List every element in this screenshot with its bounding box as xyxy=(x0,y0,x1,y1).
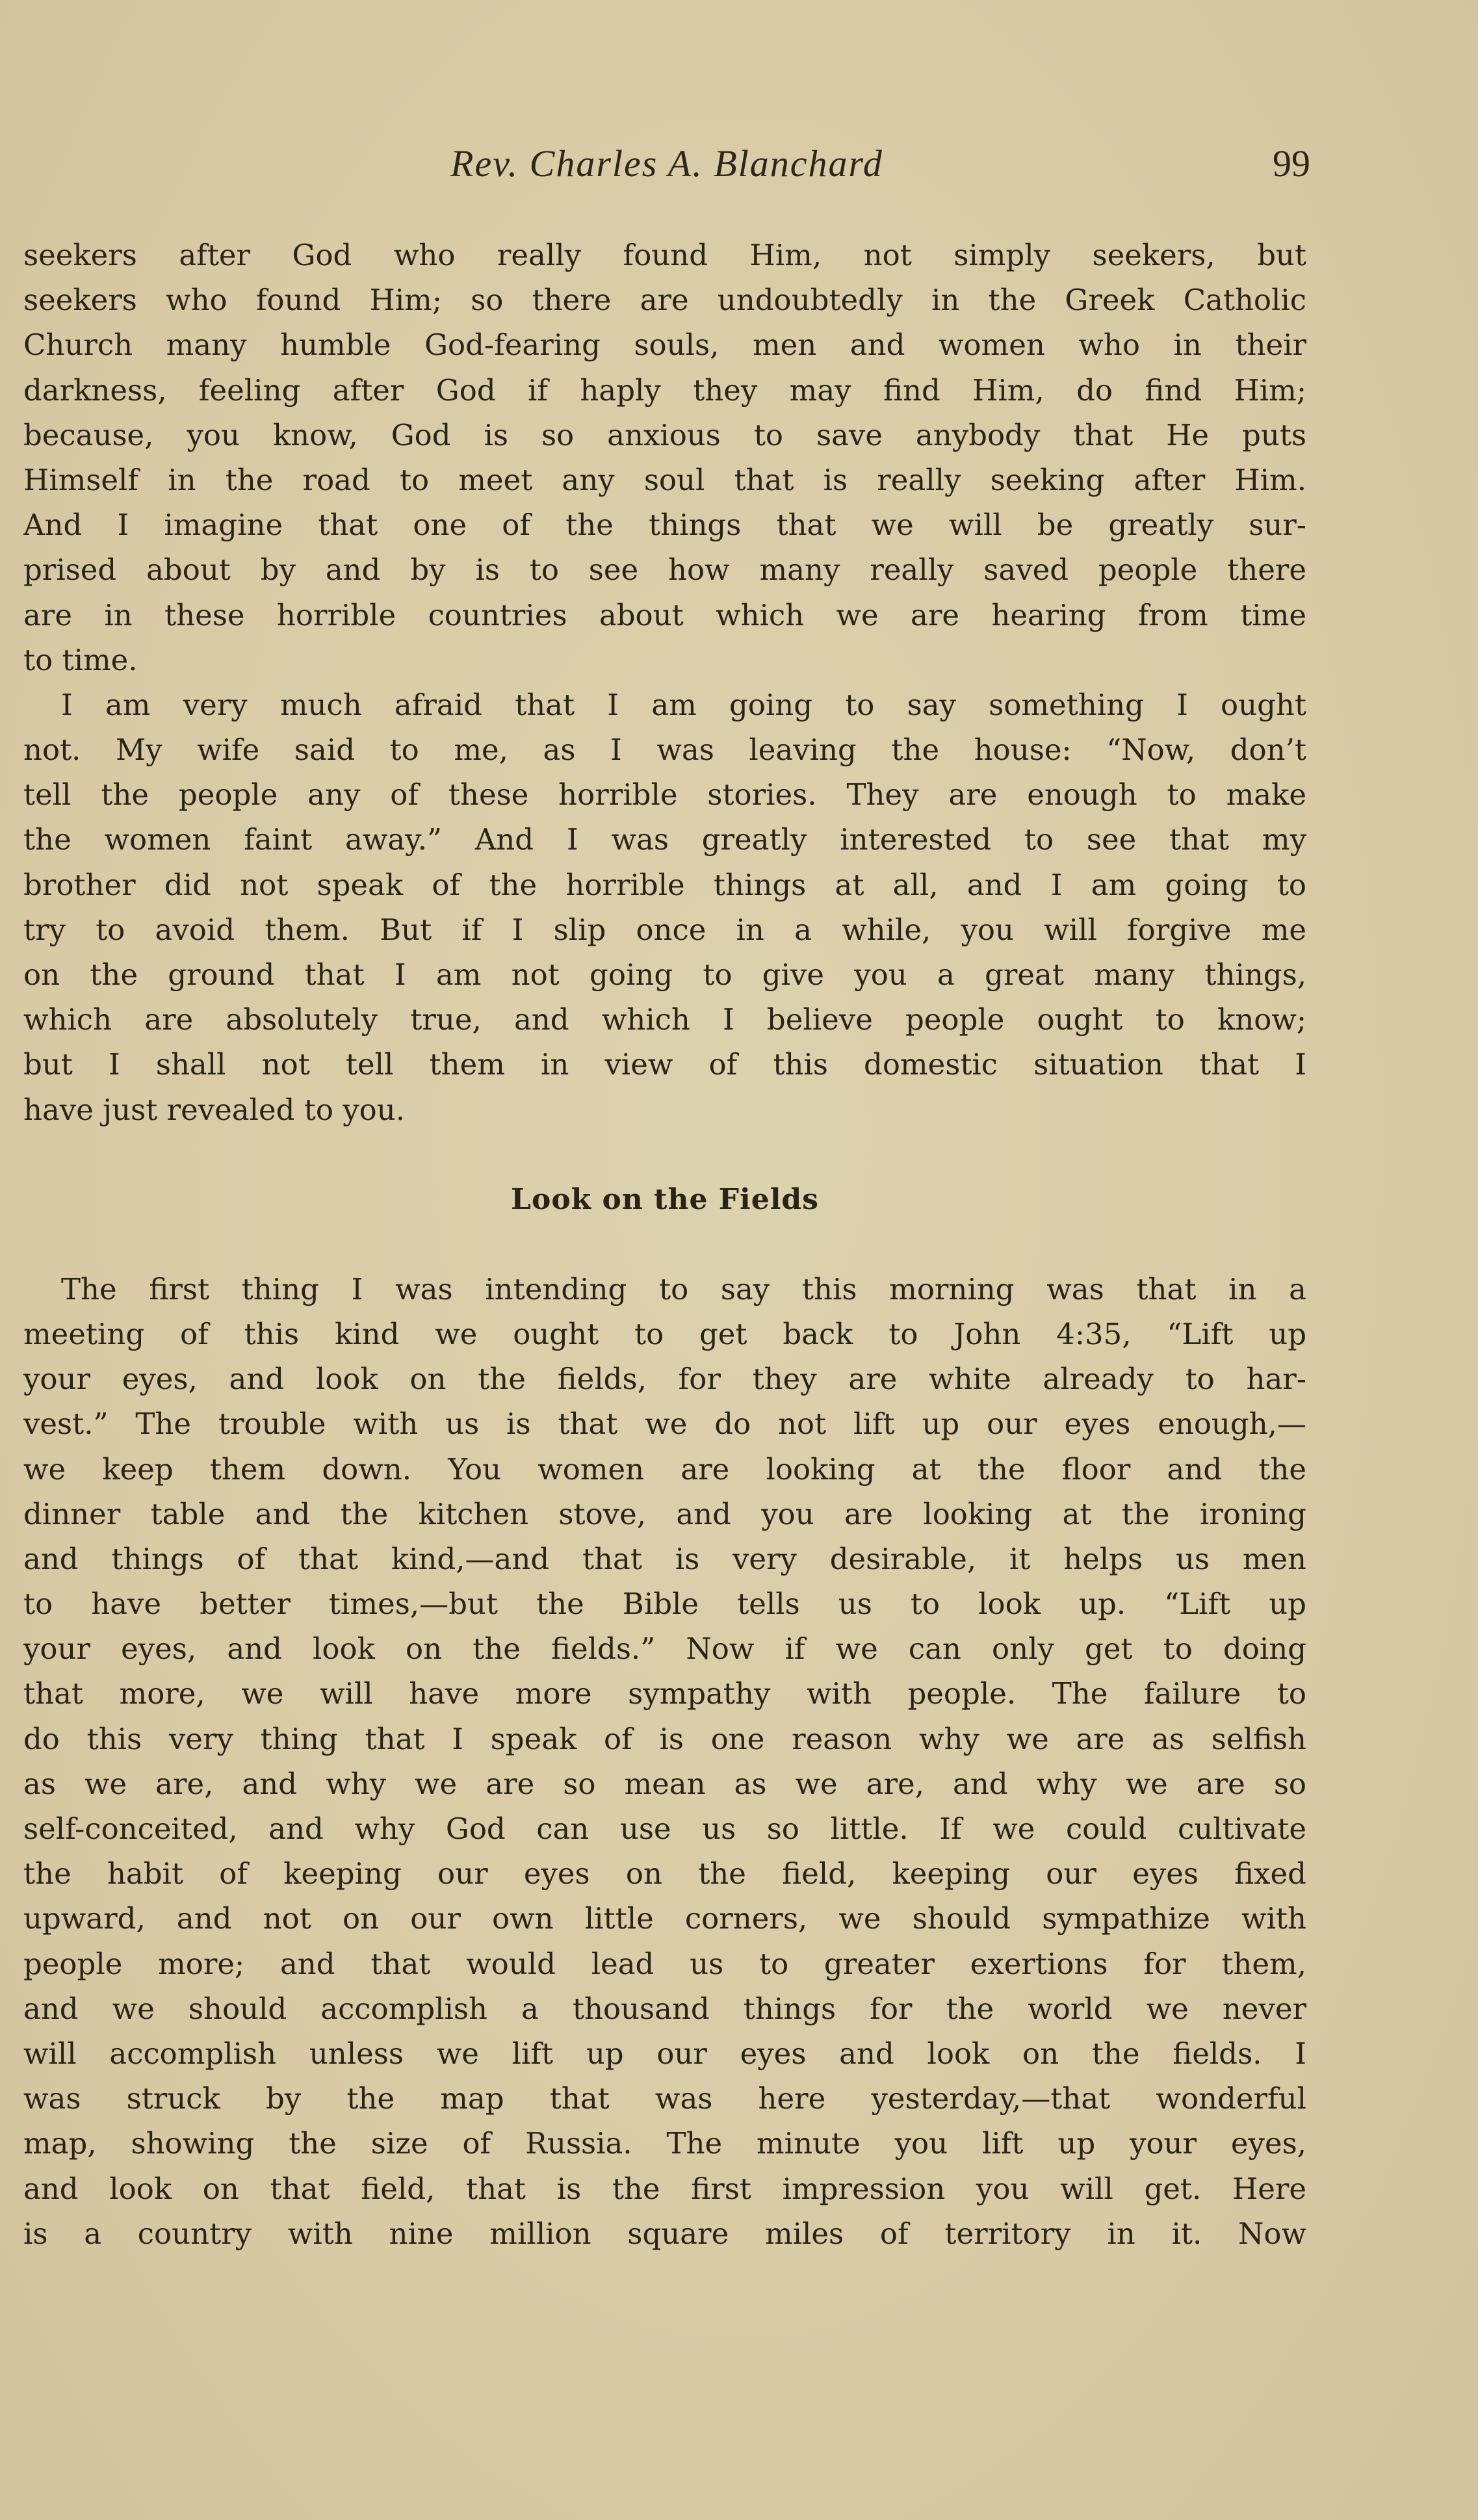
text-line: seekers after God who really found Him, not simply seekers, but xyxy=(23,238,1306,272)
text-line: but I shall not tell them in view of this domestic situation that I xyxy=(23,1047,1306,1082)
text-line: Himself in the road to meet any soul that is really seeking after Him. xyxy=(23,462,1306,497)
text-line: is a country with nine million square miles of territory in it. Now xyxy=(23,2216,1306,2251)
text-line: vest.” The trouble with us is that we do not lift up our eyes enough,— xyxy=(23,1407,1306,1442)
text-line: and things of that kind,—and that is very desirable, it helps us men xyxy=(23,1541,1306,1576)
body-text xyxy=(23,233,1306,2256)
text-line: dinner table and the kitchen stove, and you are looking at the ironing xyxy=(23,1496,1306,1531)
section-heading: Look on the Fields xyxy=(511,1182,819,1216)
running-title: Rev. Charles A. Blanchard xyxy=(450,142,883,185)
text-line: try to avoid them. But if I slip once in a while, you will forgive me xyxy=(23,912,1306,947)
text-line: which are absolutely true, and which I believe people ought to know; xyxy=(23,1002,1306,1037)
text-line: your eyes, and look on the fields.” Now if we can only get to doing xyxy=(23,1631,1306,1667)
text-line: prised about by and by is to see how many really saved people there xyxy=(23,552,1306,588)
paragraph xyxy=(23,682,1306,1132)
text-line: have just revealed to you. xyxy=(23,1092,406,1127)
text-line: we keep them down. You women are looking at the floor and the xyxy=(23,1451,1306,1487)
text-line: people more; and that would lead us to greater exertions for them, xyxy=(23,1946,1306,1981)
text-line: are in these horrible countries about which we are hearing from time xyxy=(23,597,1306,632)
text-line: self-conceited, and why God can use us so little. If we could cultivate xyxy=(23,1812,1306,1846)
paragraph xyxy=(23,233,1306,682)
text-line: to time. xyxy=(23,642,138,677)
text-line: map, showing the size of Russia. The minute you lift up your eyes, xyxy=(23,2126,1306,2161)
text-line: seekers who found Him; so there are undoubtedly in the Greek Catholic xyxy=(23,283,1306,318)
text-line: your eyes, and look on the fields, for they are white already to har- xyxy=(23,1362,1306,1397)
text-line: tell the people any of these horrible stories. They are enough to make xyxy=(23,777,1306,812)
text-line: will accomplish unless we lift up our eyes and look on the fields. I xyxy=(23,2036,1306,2071)
page-number: 99 xyxy=(1273,142,1310,185)
text-line: The first thing I was intending to say this morning was that in a xyxy=(61,1271,1306,1306)
text-line: and we should accomplish a thousand things for the world we never xyxy=(23,1991,1306,2026)
text-line: as we are, and why we are so mean as we are, and why we are so xyxy=(23,1766,1306,1801)
running-head xyxy=(23,138,1310,190)
text-line: the habit of keeping our eyes on the field, keeping our eyes fixed xyxy=(23,1856,1306,1891)
text-line: and look on that field, that is the first impression you will get. Here xyxy=(23,2171,1306,2206)
paragraph xyxy=(23,1267,1306,2256)
text-line: I am very much afraid that I am going to say something I ought xyxy=(61,687,1306,722)
text-line: to have better times,—but the Bible tells us to look up. “Lift up xyxy=(23,1587,1306,1622)
text-line: not. My wife said to me, as I was leaving the house: “Now, don’t xyxy=(23,733,1306,768)
text-line: meeting of this kind we ought to get back to John 4:35, “Lift up xyxy=(23,1316,1306,1351)
text-line: on the ground that I am not going to give you a great many things, xyxy=(23,957,1306,992)
text-line: that more, we will have more sympathy with people. The failure to xyxy=(23,1676,1306,1711)
text-line: the women faint away.” And I was greatly interested to see that my xyxy=(23,822,1306,857)
text-line: do this very thing that I speak of is one reason why we are as selfish xyxy=(23,1721,1306,1756)
text-line: upward, and not on our own little corners, we should sympathize with xyxy=(23,1901,1306,1936)
text-line: was struck by the map that was here yesterday,—that wonderful xyxy=(23,2081,1306,2116)
text-line: because, you know, God is so anxious to save anybody that He puts xyxy=(23,417,1306,452)
text-line: darkness, feeling after God if haply they may find Him, do find Him; xyxy=(23,372,1306,408)
text-line: Church many humble God-fearing souls, men and women who in their xyxy=(23,328,1306,363)
text-line: brother did not speak of the horrible things at all, and I am going to xyxy=(23,867,1306,902)
text-line: And I imagine that one of the things that we will be greatly sur- xyxy=(23,508,1306,543)
